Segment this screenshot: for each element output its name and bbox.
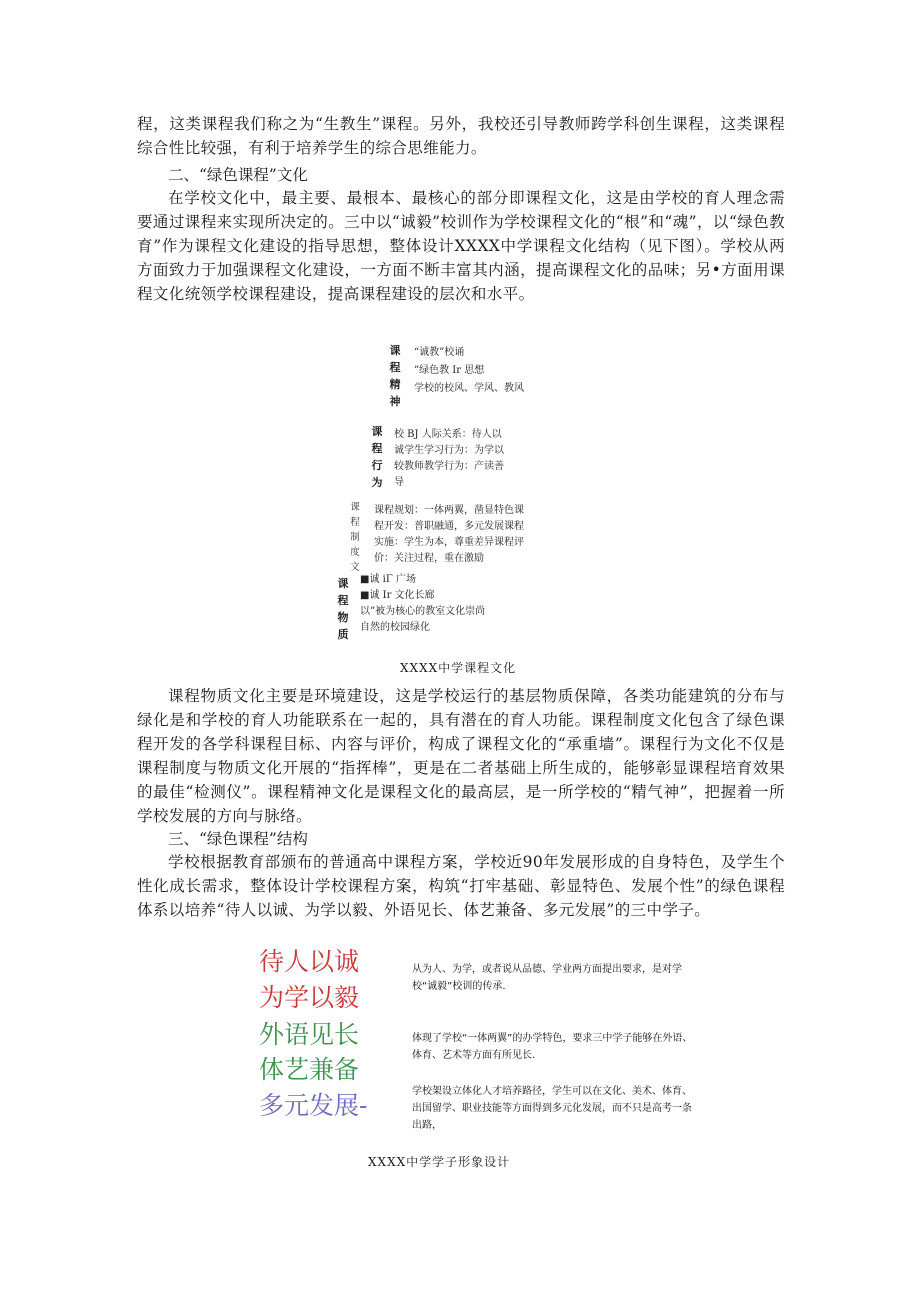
motto-5: 多元发展- <box>259 1091 368 1120</box>
material-line: ■诚 Ir 文化长廊 <box>360 590 435 601</box>
system-line: 程开发：普职融通，多元发展课程 <box>374 521 524 532</box>
material-line: 自然的校园绿化 <box>360 622 430 633</box>
behavior-line: 导 <box>394 477 404 488</box>
motto-note-1: 从为人、为学，或者说从品德、学业两方面提出要求，是对学校“诚毅”校训的传承. <box>412 964 682 992</box>
motto-4: 体艺兼备 <box>259 1055 360 1084</box>
motto-note-3: 学校架设立体化人才培养路径，学生可以在文化、美术、体育、出国留学、职业技能等方面得到多元化发展，而不只是高考一条出路， <box>412 1086 692 1131</box>
student-image-caption: XXXX中学学子形象设计 <box>368 1155 511 1169</box>
motto-1: 待人以诚 <box>259 947 360 976</box>
intro-paragraph: 程，这类课程我们称之为“生教生”课程。另外，我校还引导教师跨学科创生课程，这类课程综合性比较强，有利于培养学生的综合思维能力。 <box>137 115 785 157</box>
material-line: ■诚 iΓ 广场 <box>360 574 416 585</box>
layer-label-system: 课程制度文 <box>350 502 360 573</box>
section-2-heading: 二、“绿色课程”文化 <box>168 166 308 184</box>
layer-label-spirit: 课程精神 <box>389 344 401 408</box>
material-culture-paragraph: 课程物质文化主要是环境建设，这是学校运行的基层物质保障，各类功能建筑的分布与绿化是和学校的育人功能联系在一起的，具有潜在的育人功能。课程制度文化包含了绿色课程开发的各学科课程目标、内容与评价，构成了课程文化的“承重墙”。课程行为文化不仅是课程制度与物质文化开展的“指挥棒”，更是在二者基础上所生成的，能够彰显课程培育效果的最佳“检测仪”。课程精神文化是课程文化的最高层，是一所学校的“精气神”，把握着一所学校发展的方向与脉络。 <box>137 687 785 825</box>
section-3-paragraph: 学校根据教育部颁布的普通高中课程方案，学校近90年发展形成的自身特色，及学生个性化成长需求，整体设计学校课程方案，构筑“打牢基础、彰显特色、发展个性”的绿色课程体系以培养“待人以诚、为学以毅、外语见长、体艺兼备、多元发展”的三中学子。 <box>137 853 785 919</box>
spirit-line: 学校的校风、学风、教风 <box>414 383 524 394</box>
system-line: 实施：学生为本，尊重差异课程评 <box>374 537 524 548</box>
system-line: 课程规划：一体两翼，凿显特色课 <box>374 505 524 516</box>
material-line: 以”被为核心的教室文化崇尚 <box>360 606 486 617</box>
motto-3: 外语见长 <box>259 1020 360 1049</box>
section-2-paragraph: 在学校文化中，最主要、最根本、最核心的部分即课程文化，这是由学校的育人理念需要通过课程来实现所决定的。三中以“诚毅”校训作为学校课程文化的“根”和“魂”，以“绿色教育”作为课程文化建设的指导思想，整体设计XXXX中学课程文化结构（见下图）。学校从两方面致力于加强课程文化建设，一方面不断丰富其内涵，提高课程文化的品味；另•方面用课程文化统领学校课程建设，提高课程建设的层次和水平。 <box>137 189 785 303</box>
culture-diagram-caption: XXXX中学课程文化 <box>400 661 517 675</box>
spirit-line: ”绿色教 Ir 思想 <box>414 365 485 376</box>
motto-2: 为学以毅 <box>259 983 360 1012</box>
layer-label-behavior: 课程行为 <box>371 425 383 489</box>
behavior-line: 校 BJ 人际关系：待人以 <box>394 429 502 440</box>
motto-note-2: 体现了学校“一体两翼”的办学特色，要求三中学子能够在外语、体育、艺术等方面有所见长. <box>412 1033 693 1061</box>
behavior-line: 较教师教学行为：产读善 <box>394 461 504 472</box>
system-line: 价：关注过程，重在激励 <box>374 553 484 564</box>
layer-label-material: 课程物质 <box>337 577 349 641</box>
spirit-line: “诚教”校诵 <box>414 347 465 358</box>
behavior-line: 诚学生学习行为：为学以 <box>394 445 504 456</box>
section-3-heading: 三、“绿色课程”结构 <box>168 830 308 848</box>
